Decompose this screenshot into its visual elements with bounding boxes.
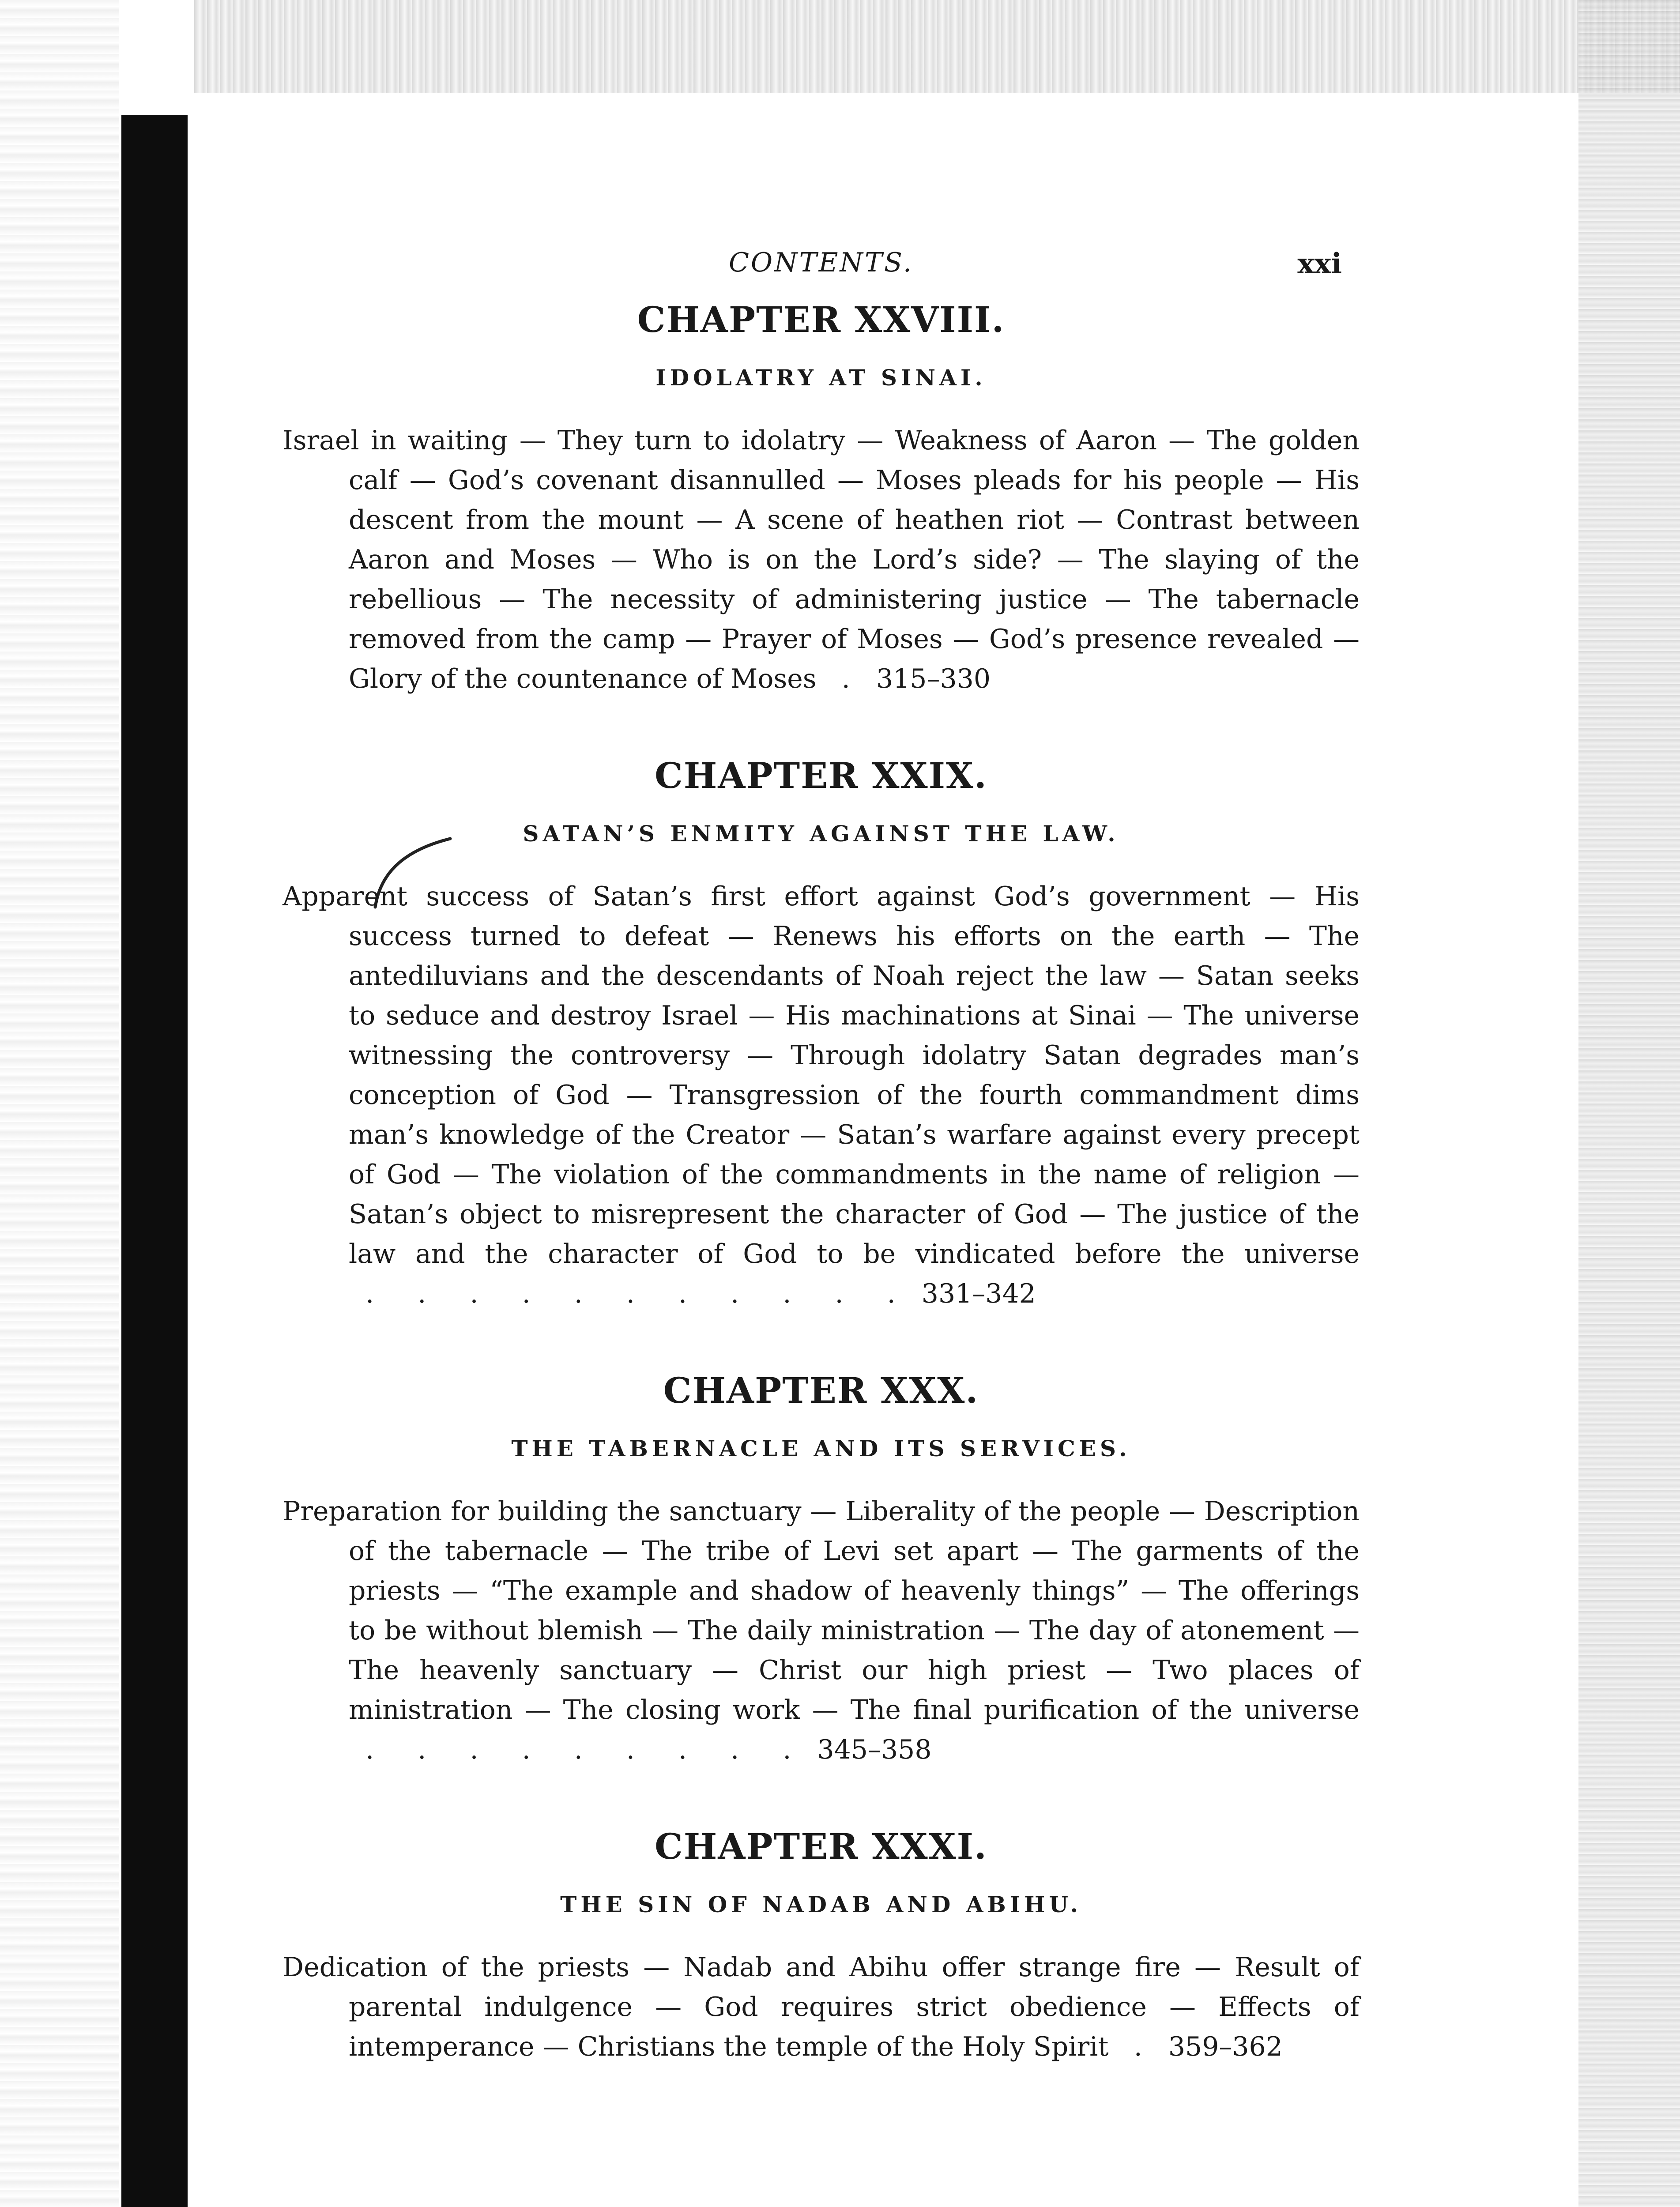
chapter-title: CHAPTER XXVIII. — [637, 299, 1005, 340]
page-range: 345–358 — [817, 1734, 932, 1765]
chapter-title: CHAPTER XXIX. — [655, 755, 987, 796]
page-range: 331–342 — [921, 1278, 1036, 1309]
chapter-entry — [283, 1827, 1360, 2067]
page-number: xxi — [1297, 247, 1342, 280]
page-range: 359–362 — [1168, 2031, 1283, 2062]
chapter-subtitle: SATAN’S ENMITY AGAINST THE LAW. — [523, 821, 1119, 847]
dot-leaders: . — [841, 663, 868, 694]
chapter-summary — [283, 1947, 1360, 2067]
chapter-title: CHAPTER XXXI. — [655, 1826, 987, 1867]
dot-leaders: . . . . . . . . . — [365, 1734, 809, 1765]
chapter-summary-text: Israel in waiting — They turn to idolatry — Weakness of Aaron — The golden calf — God’s covenant disannulled — Moses pleads for his people — His descent from the mount — A scene of heathen riot — Contrast between Aaron and Moses — Who is on the Lord’s side? — The slaying of the rebellious — The necessity of administering justice — The tabernacle removed from the camp — Prayer of Moses — God’s presence revealed — Glory of the countenance of Moses — [283, 425, 1360, 694]
page-range: 315–330 — [876, 663, 991, 694]
scan-right-edge — [1578, 0, 1680, 2207]
chapter-subtitle: THE SIN OF NADAB AND ABIHU. — [560, 1891, 1082, 1917]
dot-leaders: . . . . . . . . . . . — [365, 1278, 913, 1309]
running-head-title: CONTENTS. — [729, 247, 913, 278]
chapter-summary — [283, 877, 1360, 1314]
chapter-summary-text: Apparent success of Satan’s first effort against God’s government — His success turned to defeat — Renews his efforts on the earth — The antediluvians and the descendants of Noah reject the law — Satan seeks to seduce and destroy Israel — His machinations at Sinai — The universe witnessing the controversy — Through idolatry Satan degrades man’s conception of God — Transgression of the fourth commandment dims man’s knowledge of the Creator — Satan’s warfare against every precept of God — The violation of the commandments in the name of religion — Satan’s object to misrepresent the character of God — The justice of the law and the character of God to be vindicated before the universe — [283, 881, 1360, 1269]
chapter-subtitle: THE TABERNACLE AND ITS SERVICES. — [511, 1435, 1131, 1461]
chapter-subtitle: IDOLATRY AT SINAI. — [655, 365, 987, 391]
chapter-entry — [283, 1371, 1360, 1770]
chapter-summary-text: Preparation for building the sanctuary — Liberality of the people — Description of the tabernacle — The tribe of Levi set apart — The garments of the priests — “The example and shadow of heavenly things” — The offerings to be without blemish — The daily ministration — The day of atonement — The heavenly sanctuary — Christ our high priest — Two places of ministration — The closing work — The final purification of the universe — [283, 1496, 1360, 1725]
dot-leaders: . — [1134, 2031, 1160, 2062]
chapter-entry — [283, 756, 1360, 1314]
running-head — [283, 247, 1360, 300]
chapter-summary-text: Dedication of the priests — Nadab and Abihu offer strange fire — Result of parental indulgence — God requires strict obedience — Effects of intemperance — Christians the temple of the Holy Spirit — [283, 1952, 1360, 2062]
contents-page — [283, 247, 1360, 2124]
chapter-summary — [283, 421, 1360, 699]
scan-left-margin — [0, 0, 119, 2207]
chapter-entry — [283, 300, 1360, 699]
book-spine-shadow — [121, 115, 188, 2207]
chapter-summary — [283, 1491, 1360, 1770]
scan-top-edge — [194, 0, 1680, 93]
chapter-title: CHAPTER XXX. — [663, 1370, 979, 1411]
